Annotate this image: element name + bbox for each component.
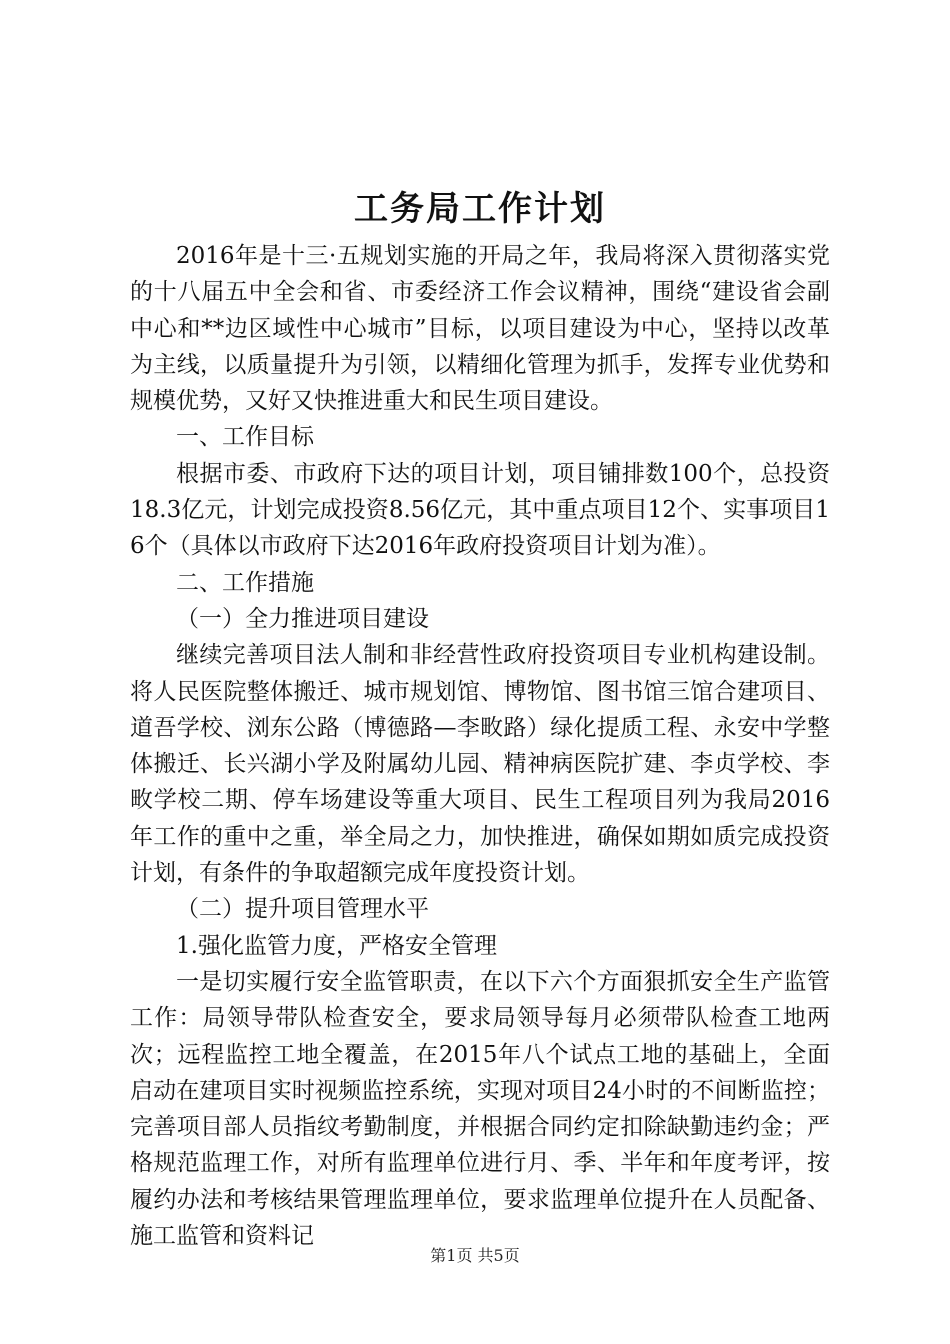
section-heading-goals: 一、工作目标 <box>176 424 314 451</box>
page-footer: 第1页 共5页 <box>430 1246 520 1265</box>
point-heading-1: 1.强化监管力度，严格安全管理 <box>176 932 497 959</box>
project-construction-paragraph: 继续完善项目法人制和非经营性政府投资项目专业机构建设制。将人民医院整体搬迁、城市规划馆、博物馆、图书馆三馆合建项目、道吾学校、浏东公路（博德路—李畋路）绿化提质工程、永安中学整体搬迁、长兴湖小学及附属幼儿园、精神病医院扩建、李贞学校、李畋学校二期、停车场建设等重大项目、民生工程项目列为我局2016年工作的重中之重，举全局之力，加快推进，确保如期如质完成投资计划，有条件的争取超额完成年度投资计划。 <box>130 642 830 887</box>
safety-paragraph: 一是切实履行安全监管职责，在以下六个方面狠抓安全生产监管工作：局领导带队检查安全，要求局领导每月必须带队检查工地两次；远程监控工地全覆盖，在2015年八个试点工地的基础上，全面启动在建项目实时视频监控系统，实现对项目24小时的不间断监控；完善项目部人员指纹考勤制度，并根据合同约定扣除缺勤违约金；严格规范监理工作，对所有监理单位进行月、季、半年和年度考评，按履约办法和考核结果管理监理单位，要求监理单位提升在人员配备、施工监管和资料记 <box>130 968 830 1250</box>
section-heading-measures: 二、工作措施 <box>176 569 314 596</box>
intro-paragraph: 2016年是十三·五规划实施的开局之年，我局将深入贯彻落实党的十八届五中全会和省、市委经济工作会议精神，围绕“建设省会副中心和**边区域性中心城市”目标，以项目建设为中心，坚持以改革为主线，以质量提升为引领，以精细化管理为抓手，发挥专业优势和规模优势，又好又快推进重大和民生项目建设。 <box>130 243 830 415</box>
goals-paragraph: 根据市委、市政府下达的项目计划，项目铺排数100个，总投资18.3亿元，计划完成投资8.56亿元，其中重点项目12个、实事项目16个（具体以市政府下达2016年政府投资项目计划为准）。 <box>130 460 830 560</box>
document-title: 工务局工作计划 <box>354 189 606 229</box>
document-body <box>130 238 830 1254</box>
document-page <box>130 180 830 1254</box>
subsection-heading-1: （一）全力推进项目建设 <box>176 605 429 632</box>
subsection-heading-2: （二）提升项目管理水平 <box>176 896 429 923</box>
